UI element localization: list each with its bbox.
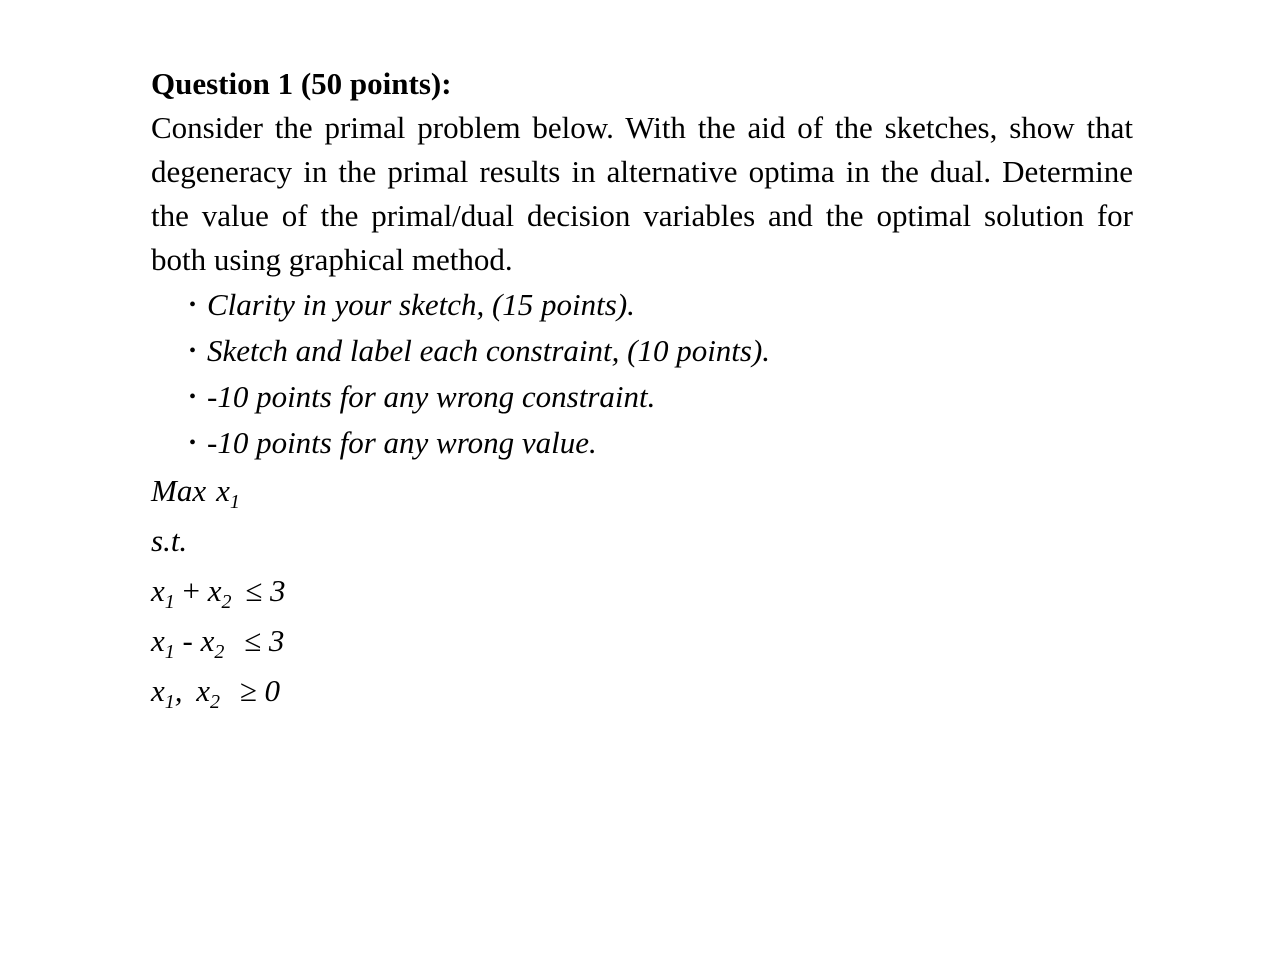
grading-bullet-list bbox=[151, 282, 1133, 466]
constraint-1 bbox=[151, 566, 1133, 616]
constraint-subscript: 1 bbox=[164, 591, 175, 614]
bullet-item bbox=[189, 282, 1133, 328]
constraint-operator: - bbox=[182, 623, 193, 658]
objective-subscript: 1 bbox=[229, 491, 240, 514]
constraint-operator: + bbox=[182, 573, 200, 608]
constraint-subscript: 1 bbox=[164, 641, 175, 664]
constraint-subscript: 2 bbox=[210, 691, 221, 714]
bullet-dot-icon: • bbox=[189, 340, 197, 362]
objective-label: Max bbox=[151, 473, 207, 508]
constraint-operator: , bbox=[174, 673, 183, 708]
bullet-dot-icon: • bbox=[189, 432, 197, 454]
constraint-rhs: ≥ 0 bbox=[239, 673, 281, 708]
constraint-subscript: 2 bbox=[214, 641, 225, 664]
constraint-var: x bbox=[151, 623, 165, 658]
constraint-2 bbox=[151, 616, 1133, 666]
constraint-var: x bbox=[207, 573, 222, 608]
objective-variable: x bbox=[216, 473, 230, 508]
constraint-var: x bbox=[151, 573, 165, 608]
bullet-text: Sketch and label each constraint, (10 points). bbox=[207, 333, 771, 368]
bullet-text: Clarity in your sketch, (15 points). bbox=[207, 287, 635, 322]
bullet-dot-icon: • bbox=[189, 386, 197, 408]
constraint-var: x bbox=[196, 673, 211, 708]
bullet-item bbox=[189, 374, 1133, 420]
constraint-rhs: ≤ 3 bbox=[245, 573, 286, 608]
constraint-subscript: 2 bbox=[221, 591, 232, 614]
question-body: Consider the primal problem below. With the aid of the sketches, show that degeneracy in the primal results in alternative optima in the dual. Determine the value of the primal/dual decision variables and the optimal solution for both using graphical method. bbox=[151, 110, 1133, 277]
bullet-item bbox=[189, 420, 1133, 466]
constraint-subscript: 1 bbox=[164, 691, 175, 714]
bullet-item bbox=[189, 328, 1133, 374]
constraint-rhs: ≤ 3 bbox=[244, 623, 285, 658]
constraint-var: x bbox=[151, 673, 165, 708]
bullet-text: -10 points for any wrong constraint. bbox=[207, 379, 656, 414]
constraint-var: x bbox=[200, 623, 215, 658]
question-document bbox=[151, 64, 1133, 716]
subject-to-label: s.t. bbox=[151, 523, 188, 558]
bullet-dot-icon: • bbox=[189, 294, 197, 316]
bullet-text: -10 points for any wrong value. bbox=[207, 425, 597, 460]
constraint-3 bbox=[151, 666, 1133, 716]
question-title: Question 1 (50 points): bbox=[151, 66, 452, 101]
objective-function bbox=[151, 466, 1133, 516]
